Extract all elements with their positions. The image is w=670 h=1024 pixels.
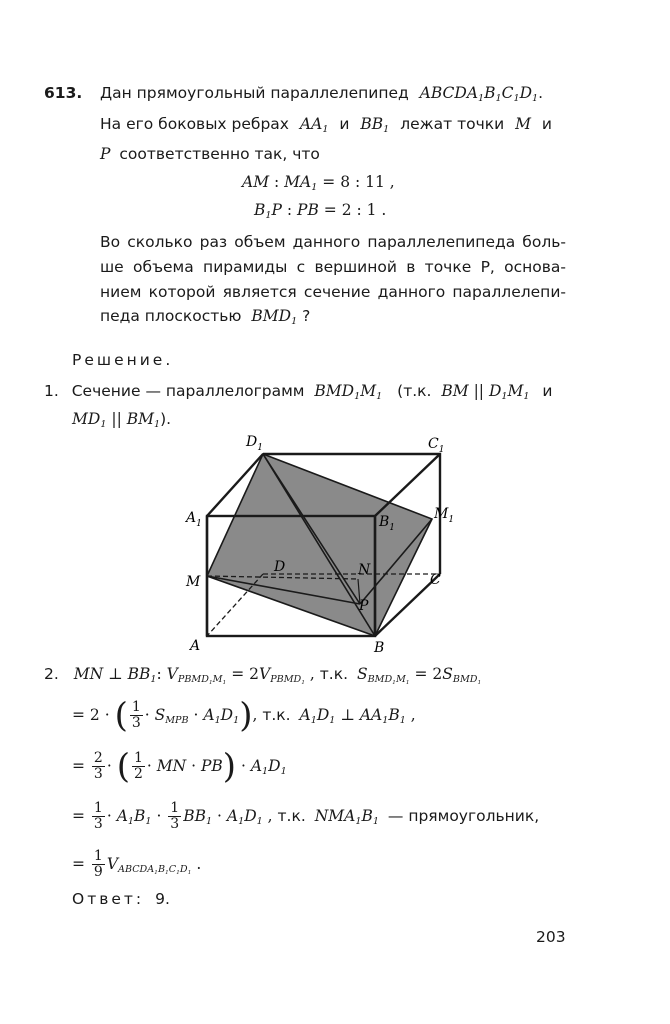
answer: Ответ: 9. — [72, 890, 170, 908]
step-1-cont: $MD_1$ || $BM_1$). — [72, 410, 172, 431]
label-a: A — [190, 638, 201, 654]
label-c1: $C_1$ — [428, 436, 445, 455]
parallelepiped-figure — [180, 434, 460, 656]
label-c: C — [430, 572, 441, 588]
step-2-line-1: 2. MN ⊥ $BB_1$: $V_{PBMD_1M_1} = 2V_{PBMD_1}$ , т.к. $S_{BMD_1M_1} = 2S_{BMD_1}$ — [44, 665, 482, 686]
step-2-line-2: = 2 · ( $\frac{1}{3}$ · $S_{MPB} \cdot A_1D_1$), т.к. $A_1D_1$ ⊥ $AA_1B_1$ , — [72, 695, 416, 736]
ratio-am-ma1: AM : $MA_1 = 8$ : 11 , — [242, 173, 395, 194]
question-line-2: ше объема пирамиды с вершиной в точке P, основа- — [100, 258, 566, 276]
question-line-4: педа плоскостью $BMD_1$ ? — [100, 307, 311, 328]
problem-line-2: На его боковых ребрах $AA_1$ и $BB_1$ лежат точки M и — [100, 115, 552, 136]
edge-c1b1 — [375, 454, 440, 516]
label-b: B — [374, 640, 385, 656]
page-number: 203 — [536, 928, 566, 946]
solution-heading: Решение. — [72, 351, 174, 369]
box-name: $ABCDA_1B_1C_1D_1$ — [419, 84, 539, 105]
label-b1: $B_1$ — [379, 514, 396, 533]
problem-number: 613. — [44, 84, 83, 102]
label-m: M — [186, 574, 201, 590]
label-d1: $D_1$ — [246, 434, 263, 453]
question-line-1: Во сколько раз объем данного параллелепипеда боль- — [100, 233, 566, 251]
ratio-b1p-pb: $B_1P$ : PB = 2 : 1 . — [254, 201, 387, 222]
step-2-line-4: = $\frac{1}{3}$ · $A_1B_1$ · $\frac{1}{3}$ $BB_1 \cdot A_1D_1$ , т.к. $NMA_1B_1$ — прямоугольник, — [72, 800, 540, 832]
label-m1: $M_1$ — [434, 506, 455, 525]
problem-line-3: P соответственно так, что — [100, 145, 320, 163]
label-d: D — [274, 559, 286, 575]
label-p: P — [359, 598, 369, 614]
question-line-3: нием которой является сечение данного параллелепи- — [100, 283, 566, 301]
label-a1: $A_1$ — [186, 510, 202, 529]
step-2-line-5: = $\frac{1}{9}$ $V_{ABCDA_1B_1C_1D_1}$ . — [72, 848, 202, 880]
step-1: 1. Сечение — параллелограмм $BMD_1M_1$ (т.к. BM || $D_1M_1$ и — [44, 382, 553, 403]
problem-line-1: Дан прямоугольный параллелепипед $ABCDA_1B_1C_1D_1$. — [100, 84, 544, 105]
step-2-line-3: = $\frac{2}{3}$ · ( $\frac{1}{2}$ · MN · $PB) \cdot A_1D_1$ — [72, 746, 287, 787]
label-n: N — [358, 562, 371, 578]
